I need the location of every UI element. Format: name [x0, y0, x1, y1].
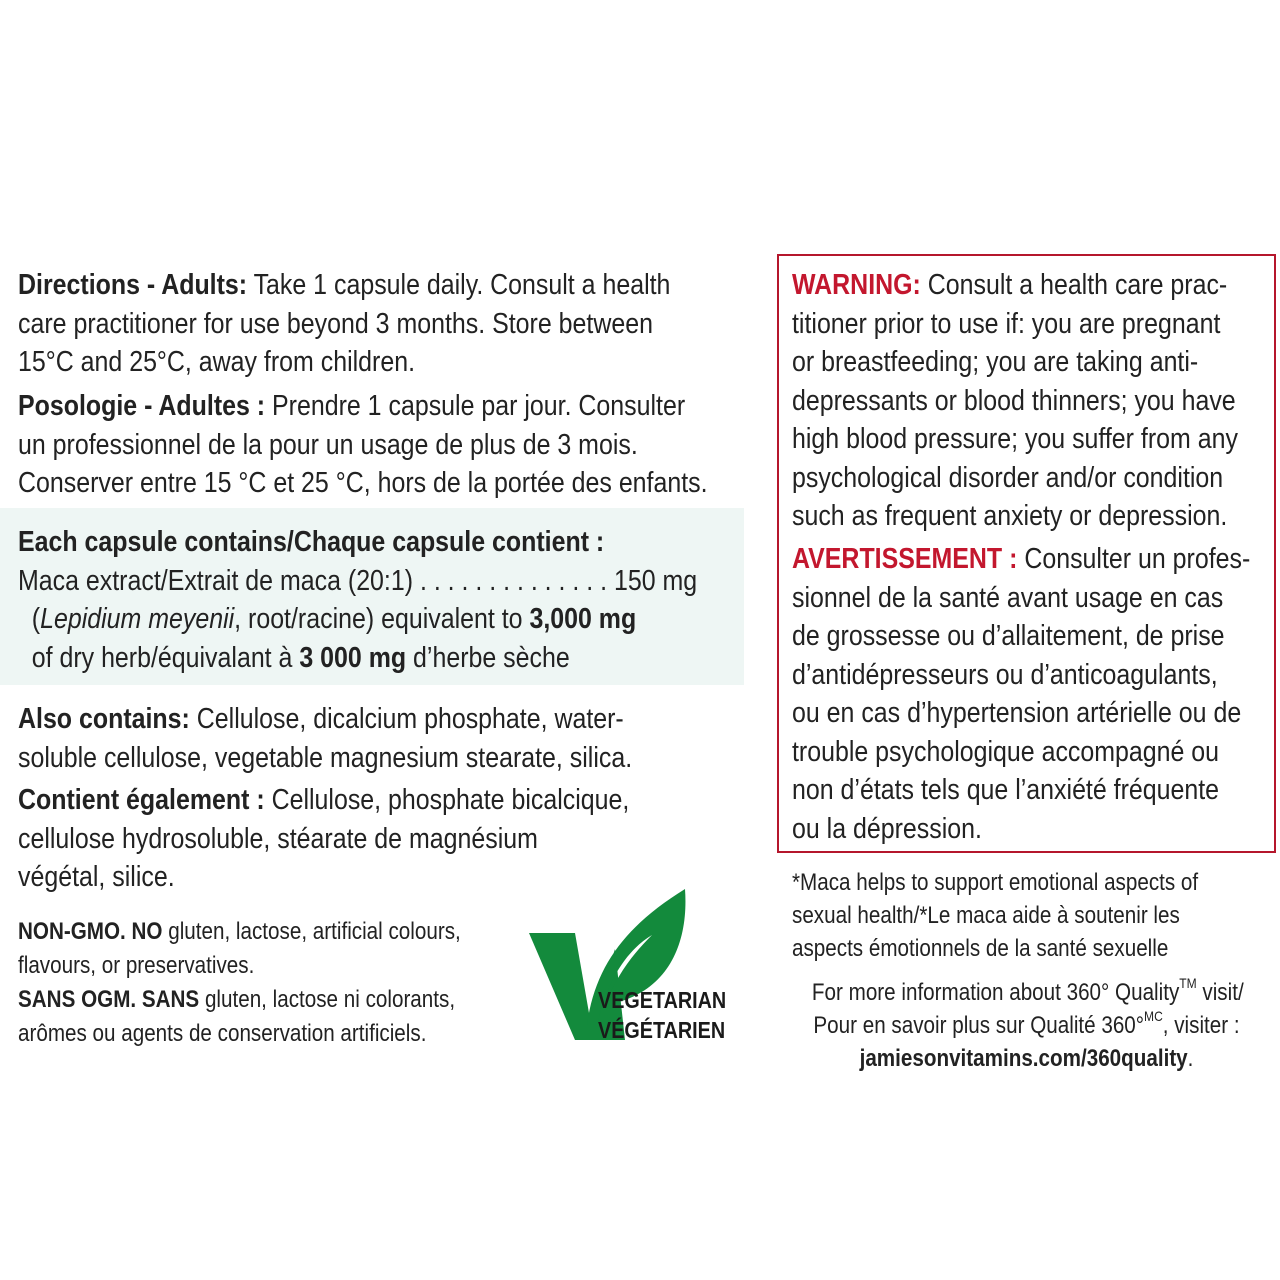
vegetarian-label [598, 985, 726, 1045]
non-gmo-fr-label: SANS OGM. SANS [18, 986, 200, 1013]
warning-fr-line6: trouble psychologique accompagné ou [792, 735, 1220, 768]
directions-en-line2: care practitioner for use beyond 3 months. Store between [18, 307, 653, 340]
maca-note-line2: sexual health/*Le maca aide à soutenir les [792, 902, 1180, 929]
warning-en-line7: such as frequent anxiety or depression. [792, 500, 1228, 532]
also-fr-line1 [18, 781, 629, 820]
maca-note-line3: aspects émotionnels de la santé sexuelle [792, 935, 1169, 962]
directions-en-text1: Take 1 capsule daily. Consult a health [247, 269, 671, 301]
non-gmo-en [18, 915, 461, 982]
directions-fr-line2: un professionnel de la pour un usage de plus de 3 mois. [18, 428, 638, 461]
directions-en-label: Directions - Adults: [18, 269, 248, 301]
warning-en-line4: depressants or blood thinners; you have [792, 384, 1236, 417]
contents-heading [18, 523, 697, 562]
quality-tm-mark: TM [1179, 975, 1197, 991]
directions-fr-line3: Conserver entre 15 °C et 25 °C, hors de la portée des enfants. [18, 467, 708, 499]
also-en-text1: Cellulose, dicalcium phosphate, water- [189, 703, 624, 735]
contents-ingredient: Maca extract/Extrait de maca (20:1) . . . . . . . . . . . . . . 150 mg [18, 564, 698, 597]
non-gmo-en-label: NON-GMO. NO [18, 918, 163, 945]
contents-line3-b: d’herbe sèche [406, 641, 570, 674]
vegetarian-fr: VÉGÉTARIEN [598, 1017, 726, 1043]
contents-paren: ( [31, 603, 41, 635]
quality-line1 [811, 975, 1244, 1009]
contents-line3-a: of dry herb/équivalant à [31, 641, 300, 674]
warning-fr-line2: sionnel de la santé avant usage en cas [792, 581, 1224, 614]
also-en-label: Also contains: [18, 703, 190, 735]
quality-mc-mark: MC [1144, 1008, 1163, 1024]
warning-en-line3: or breastfeeding; you are taking anti- [792, 346, 1199, 378]
warning-fr-text1: Consulter un profes- [1017, 543, 1251, 575]
also-en-line1 [18, 700, 632, 739]
quality-line2 [812, 1009, 1241, 1042]
quality-url: jamiesonvitamins.com/360quality [859, 1045, 1188, 1072]
warning-fr-line4: d’antidépresseurs ou d’anticoagulants, [792, 658, 1218, 691]
quality-line2-b: , visiter : [1162, 1012, 1240, 1039]
non-gmo-en-text1: gluten, lactose, artificial colours, [162, 918, 461, 945]
non-gmo-fr [18, 983, 455, 1050]
non-gmo-fr-line2: arômes ou agents de conservation artificiels. [18, 1019, 427, 1047]
contents-line2-mid: , root/racine) equivalent to [234, 603, 530, 635]
non-gmo-en-line2: flavours, or preservatives. [18, 951, 255, 979]
contents-line2 [18, 600, 697, 639]
also-fr-text1: Cellulose, phosphate bicalcique, [264, 784, 630, 816]
warning-en-label: WARNING: [792, 269, 921, 301]
warning-fr-line1 [792, 540, 1250, 579]
directions-fr-text1: Prendre 1 capsule par jour. Consulter [265, 390, 686, 422]
warning-fr-line5: ou en cas d’hypertension artérielle ou de [792, 697, 1242, 729]
vegetarian-en: VEGETARIAN [598, 987, 727, 1013]
contents-heading-text: Each capsule contains/Chaque capsule contient : [18, 526, 605, 558]
contents-line2-bold: 3,000 mg [529, 603, 637, 635]
also-contains-fr [18, 781, 629, 897]
also-fr-line3: végétal, silice. [18, 861, 175, 893]
also-fr-label: Contient également : [18, 784, 265, 816]
also-en-line2: soluble cellulose, vegetable magnesium stearate, silica. [18, 741, 633, 774]
quality-line2-a: Pour en savoir plus sur Qualité 360° [813, 1012, 1145, 1039]
warning-en-text1: Consult a health care prac- [920, 269, 1228, 301]
non-gmo-en-line1 [18, 915, 461, 949]
warning-fr-line8: ou la dépression. [792, 812, 982, 845]
warning-en [792, 266, 1238, 536]
also-contains-en [18, 700, 632, 777]
maca-note-line1: *Maca helps to support emotional aspects of [792, 869, 1199, 896]
warning-fr-label: AVERTISSEMENT : [792, 543, 1018, 575]
capsule-contents [18, 523, 697, 677]
warning-en-line6: psychological disorder and/or condition [792, 461, 1224, 494]
warning-en-line1 [792, 266, 1238, 305]
directions-fr [18, 387, 708, 503]
directions-fr-line1 [18, 387, 708, 426]
warning-fr [792, 540, 1250, 848]
quality-line1-a: For more information about 360° Quality [811, 979, 1180, 1006]
directions-fr-label: Posologie - Adultes : [18, 390, 266, 422]
quality-info [777, 976, 1276, 1075]
contents-line3 [18, 639, 697, 678]
maca-footnote [792, 866, 1198, 965]
contents-line3-bold: 3 000 mg [299, 641, 407, 674]
directions-en-line3: 15°C and 25°C, away from children. [18, 346, 416, 378]
non-gmo-fr-line1 [18, 983, 455, 1017]
directions-en [18, 266, 670, 382]
warning-en-line2: titioner prior to use if: you are pregnant [792, 307, 1221, 340]
quality-period: . [1187, 1045, 1194, 1072]
warning-fr-line7: non d’états tels que l’anxiété fréquente [792, 774, 1220, 806]
warning-fr-line3: de grossesse ou d’allaitement, de prise [792, 620, 1225, 652]
also-fr-line2: cellulose hydrosoluble, stéarate de magnésium [18, 822, 538, 855]
directions-en-line1 [18, 266, 670, 305]
warning-en-line5: high blood pressure; you suffer from any [792, 423, 1238, 455]
non-gmo-fr-text1: gluten, lactose ni colorants, [199, 986, 456, 1013]
contents-latin-name: Lepidium meyenii [40, 603, 235, 635]
quality-line3 [812, 1042, 1241, 1075]
quality-line1-b: visit/ [1196, 979, 1244, 1006]
